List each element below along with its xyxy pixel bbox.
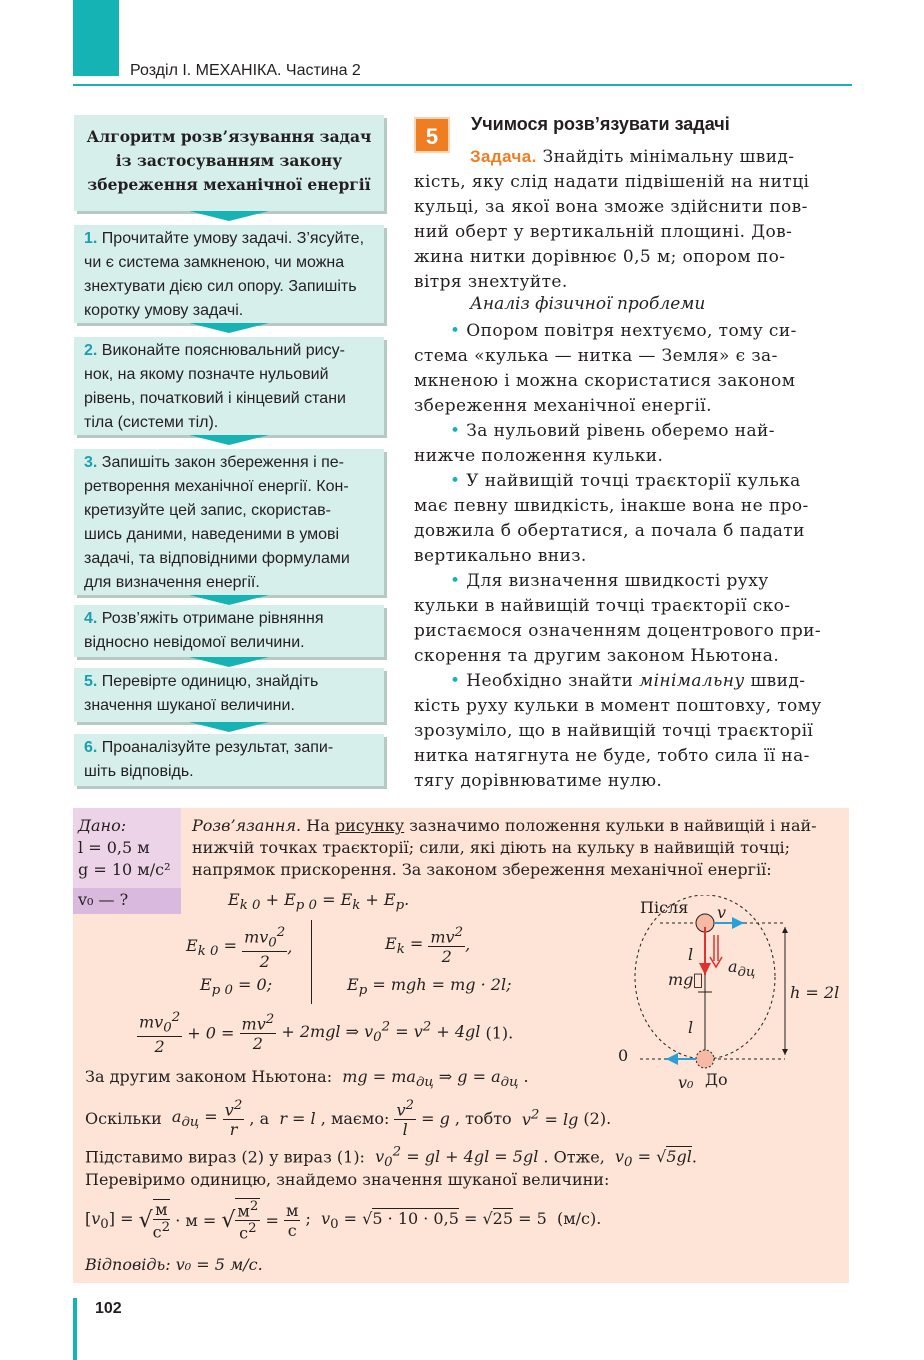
analysis-line: збереження механічної енергії. <box>414 396 712 416</box>
newton-label: За другим законом Ньютона: <box>85 1067 333 1086</box>
analysis-line: тягу дорівнюватиме нулю. <box>414 771 663 791</box>
analysis-paragraph-4 <box>414 569 850 669</box>
step-text: для визначення енергії. <box>84 574 260 591</box>
analysis-line: Опором повітря нехтуємо, тому си- <box>466 321 797 341</box>
analysis-line: має певну швидкість, інакше вона не про- <box>414 496 809 516</box>
analysis-line: Для визначення швидкості руху <box>466 571 769 591</box>
given-gravity: g = 10 м/с² <box>78 860 171 879</box>
step-number: 3. <box>84 454 98 471</box>
equation-number: (1). <box>485 1023 514 1043</box>
substitute-line: Підставимо вираз (2) у вираз (1): $v_0^2$ = gl + 4gl = 5gl . Отже, $v_0 = √5gl$. <box>85 1145 697 1171</box>
step-number: 6. <box>84 739 98 756</box>
analysis-paragraph-3 <box>414 469 850 569</box>
algorithm-arrow <box>189 323 269 333</box>
step-number: 2. <box>84 342 98 359</box>
analysis-line: мкненою і можна скористатися законом <box>414 371 796 391</box>
analysis-paragraph-5 <box>414 669 850 794</box>
analysis-paragraph-2 <box>414 419 850 469</box>
figure-zero-label: 0 <box>618 1046 629 1065</box>
substitute-label: Підставимо вираз (2) у вираз (1): <box>85 1147 365 1167</box>
algorithm-arrow <box>189 722 269 732</box>
step-text: нок, на якому позначте нульовий <box>84 366 329 383</box>
algorithm-arrow <box>189 211 269 221</box>
analysis-line: вертикально вниз. <box>414 546 587 566</box>
since-line: Оскільки $a_{дц}$ = $\frac{v^2}{r}$ , а r = l , маємо: $\frac{v^2}{l}$ = g , тобто $v^2 = \lg (2)$. <box>85 1098 612 1140</box>
formula-equation-1: $\frac{mv_0^2}{2}$ + 0 = $\frac{mv^2}{2}$ + 2mgl ⇒ $v_0^2 = v^2 + 4gl$ (1). <box>139 1010 514 1056</box>
step-text: кретизуйте цей запис, скористав- <box>84 502 331 519</box>
algorithm-step-3 <box>74 449 384 595</box>
step-number: 1. <box>84 230 98 247</box>
bullet-icon: • <box>450 571 461 591</box>
formula-ek: $E_k$ = $\frac{mv^2}{2}$ , <box>385 925 471 967</box>
answer-line <box>85 1255 263 1274</box>
task-line: ний оберт у вертикальній площині. Дов- <box>414 222 793 242</box>
analysis-line: У найвищій точці траєкторії кулька <box>466 471 801 491</box>
step-text: ретворення механічної енергії. Кон- <box>84 478 349 495</box>
figure-accel-sub: дц <box>737 965 756 981</box>
algorithm-step-4 <box>74 605 384 657</box>
figure-after-label: Після <box>640 898 689 917</box>
algorithm-title-line: збереження механічної енергії <box>87 175 371 194</box>
analysis-line: зрозуміло, що в найвищій точці траєкторії <box>414 721 814 741</box>
algorithm-title-line: Алгоритм розв’язування задач <box>86 127 372 146</box>
figure-gravity-text: mg <box>668 970 704 989</box>
step-text: шіть відповідь. <box>84 763 194 780</box>
header-rule <box>73 84 852 86</box>
solution-label: Розв’язання. <box>192 816 302 835</box>
step-text: Перевірте одиницю, знайдіть <box>101 673 319 690</box>
figure-length-top: l <box>688 945 694 964</box>
analysis-line: ристаємося означенням доцентрового при- <box>414 621 821 641</box>
units-formula: $[v_0]$ = √ м $с^2$ · м = √ $м^2$ $с^2$ = м с ; $v_0 = √5 \cdot 10 \cdot 0,5 = √25 = 5$ (м/с). <box>85 1199 602 1243</box>
section-badge: 5 <box>414 117 450 153</box>
accel-arrowhead <box>710 957 722 967</box>
formula-divider <box>311 920 312 1004</box>
answer-label: Відповідь: <box>85 1255 171 1274</box>
step-text: Розв’яжіть отримане рівняння <box>101 610 324 627</box>
solution-line: На <box>306 816 330 835</box>
and-label: , а <box>249 1109 270 1129</box>
figure-height-label: h = 2l <box>790 983 840 1002</box>
step-number: 4. <box>84 610 98 627</box>
task-label: Задача. <box>470 147 537 166</box>
algorithm-step-5 <box>74 668 384 722</box>
bullet-icon: • <box>450 471 461 491</box>
algorithm-step-2 <box>74 337 384 435</box>
find-data: v₀ — ? <box>78 890 129 909</box>
analysis-line: довжила б обертатися, а почала б падати <box>414 521 805 541</box>
analysis-line: стема «кулька — нитка — Земля» є за- <box>414 346 778 366</box>
newton-line: За другим законом Ньютона: mg = $ma_{дц}$ ⇒ $g = a_{дц}$ . <box>85 1067 529 1091</box>
step-text: відносно невідомої величини. <box>84 634 305 651</box>
task-line: жина нитки дорівнює 0,5 м; опором по- <box>414 247 786 267</box>
task-line: кість, яку слід надати підвішеній на нитці <box>414 172 810 192</box>
step-text: рівень, початковий і кінцевий стани <box>84 390 346 407</box>
since-label: Оскільки <box>85 1109 162 1129</box>
analysis-line: нитка натягнута не буде, тобто сила її на- <box>414 746 810 766</box>
formula-ep0: $E_{p 0} = 0$; <box>200 975 273 999</box>
figure-length-bottom: l <box>688 1018 694 1037</box>
algorithm-step-1 <box>74 225 384 323</box>
step-text: знехтувати дією сил опору. Запишіть <box>84 278 357 295</box>
section-title: Учимося розв’язувати задачі <box>471 114 730 134</box>
task-line: Знайдіть мінімальну швид- <box>542 147 795 167</box>
formula-energy-conservation: $E_{k 0} + E_{p 0} = E_k + E_p$. <box>228 890 410 914</box>
have-label: , маємо: <box>320 1109 390 1129</box>
analysis-heading: Аналіз фізичної проблеми <box>470 294 706 314</box>
analysis-line: нижче положення кульки. <box>414 446 664 466</box>
algorithm-title-line: із застосуванням закону <box>115 151 343 170</box>
formula-ep: $E_p$ = mgh = mg · 2l; <box>347 975 512 999</box>
figure-accel-text: a <box>728 957 738 976</box>
given-data <box>78 815 170 881</box>
task-line: кульці, за якої вона зможе здійснити пов- <box>414 197 808 217</box>
figure-gravity-label <box>668 970 703 989</box>
algorithm-step-6 <box>74 734 384 786</box>
hence-label: . Отже, <box>543 1147 605 1167</box>
bullet-icon: • <box>450 321 461 341</box>
check-line: Перевіримо одиницю, знайдемо значення шуканої величини: <box>85 1170 610 1189</box>
algorithm-title <box>74 115 384 211</box>
equation-number: (2). <box>583 1109 612 1129</box>
figure-before-label: До <box>705 1070 728 1089</box>
given-label: Дано: <box>78 816 127 835</box>
step-text: коротку умову задачі. <box>84 302 244 319</box>
bullet-icon: • <box>450 421 461 441</box>
analysis-line: За нульовий рівень оберемо най- <box>466 421 775 441</box>
given-length: l = 0,5 м <box>78 838 150 857</box>
formula-ek0: $E_{k 0}$ = $\frac{mv_0^2}{2}$ , <box>186 925 293 971</box>
answer-value: v₀ = 5 м/с. <box>175 1255 263 1274</box>
figure-accel-label <box>728 957 755 980</box>
figure-link[interactable]: рисунку <box>334 816 405 835</box>
algorithm-arrow <box>189 595 269 605</box>
page-header: Розділ І. МЕХАНІКА. Частина 2 <box>130 62 361 79</box>
page-number-bar <box>73 1298 77 1360</box>
solution-intro <box>192 815 842 881</box>
step-text: шись даними, наведеними в умові <box>84 526 340 543</box>
task-statement <box>414 144 850 295</box>
step-text: Проаналізуйте результат, запи- <box>101 739 334 756</box>
step-text: Запишіть закон збереження і пе- <box>101 454 344 471</box>
page-number: 102 <box>95 1300 122 1317</box>
step-number: 5. <box>84 673 98 690</box>
ball-bottom <box>696 1050 714 1068</box>
emphasis: мінімальну <box>639 671 745 691</box>
thus-label: , тобто <box>454 1109 512 1129</box>
algorithm-arrow <box>189 435 269 445</box>
solution-line: нижчій точках траєкторії; сили, які діють на кульку в найвищій точці; <box>192 838 791 857</box>
bullet-icon: • <box>450 671 461 691</box>
analysis-line: швид- <box>750 671 806 691</box>
analysis-line: скорення та другим законом Ньютона. <box>414 646 780 666</box>
step-text: чи є система замкненою, чи можна <box>84 254 345 271</box>
figure-velocity0-label: v₀ <box>678 1073 694 1092</box>
step-text: Виконайте пояснювальний рису- <box>101 342 345 359</box>
step-text: значення шуканої величини. <box>84 697 295 714</box>
analysis-line: кість руху кульки в момент поштовху, тому <box>414 696 822 716</box>
step-text: задачі, та відповідними формулами <box>84 550 350 567</box>
step-text: тіла (системи тіл). <box>84 414 219 431</box>
chapter-tab <box>73 0 119 76</box>
step-text: Прочитайте умову задачі. З’ясуйте, <box>101 230 365 247</box>
task-line: вітря знехтуйте. <box>414 272 568 292</box>
solution-line: напрямок прискорення. За законом збереження механічної енергії: <box>192 860 772 879</box>
analysis-line: кульки в найвищій точці траєкторії ско- <box>414 596 791 616</box>
figure-velocity-label: v <box>717 903 727 922</box>
algorithm-arrow <box>189 657 269 667</box>
solution-line: зазначимо положення кульки в найвищій і най- <box>409 816 817 835</box>
analysis-paragraph-1 <box>414 319 850 419</box>
analysis-line: Необхідно знайти <box>466 671 634 691</box>
